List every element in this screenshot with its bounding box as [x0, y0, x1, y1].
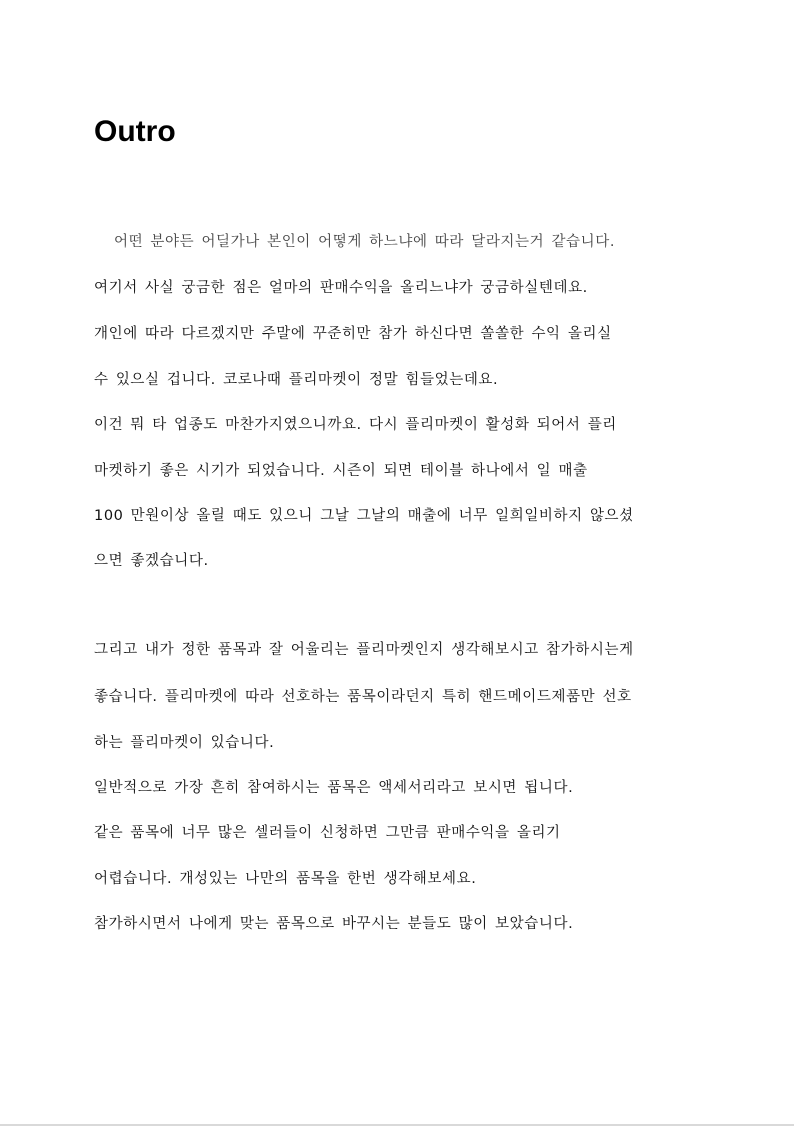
text-line: 참가하시면서 나에게 맞는 품목으로 바꾸시는 분들도 많이 보았습니다. — [94, 916, 574, 932]
text-line: 마켓하기 좋은 시기가 되었습니다. 시즌이 되면 테이블 하나에서 일 매출 — [94, 463, 588, 479]
text-line: 100 만원이상 올릴 때도 있으니 그날 그날의 매출에 너무 일희일비하지 않으셨 — [94, 508, 634, 524]
text-line: 이건 뭐 타 업종도 마찬가지였으니까요. 다시 플리마켓이 활성화 되어서 플리 — [94, 417, 617, 433]
text-line: 어렵습니다. 개성있는 나만의 품목을 한번 생각해보세요. — [94, 871, 477, 887]
text-line: 일반적으로 가장 흔히 참여하시는 품목은 액세서리라고 보시면 됩니다. — [94, 780, 574, 796]
page-title: Outro — [94, 115, 176, 148]
text-line: 하는 플리마켓이 있습니다. — [94, 735, 275, 751]
text-line: 수 있으실 겁니다. 코로나때 플리마켓이 정말 힘들었는데요. — [94, 372, 499, 388]
text-line: 같은 품목에 너무 많은 셀러들이 신청하면 그만큼 판매수익을 올리기 — [94, 825, 561, 841]
text-line: 개인에 따라 다르겠지만 주말에 꾸준히만 참가 하신다면 쏠쏠한 수익 올리실 — [94, 326, 612, 342]
text-line: 그리고 내가 정한 품목과 잘 어울리는 플리마켓인지 생각해보시고 참가하시는게 — [94, 642, 634, 658]
text-line: 으면 좋겠습니다. — [94, 553, 209, 569]
text-line: 어떤 분야든 어딜가나 본인이 어떻게 하느냐에 따라 달라지는거 같습니다. — [114, 234, 616, 250]
page-bottom-divider — [0, 1124, 794, 1126]
text-line: 여기서 사실 궁금한 점은 얼마의 판매수익을 올리느냐가 궁금하실텐데요. — [94, 280, 588, 296]
text-line: 좋습니다. 플리마켓에 따라 선호하는 품목이라던지 특히 핸드메이드제품만 선호 — [94, 689, 632, 705]
